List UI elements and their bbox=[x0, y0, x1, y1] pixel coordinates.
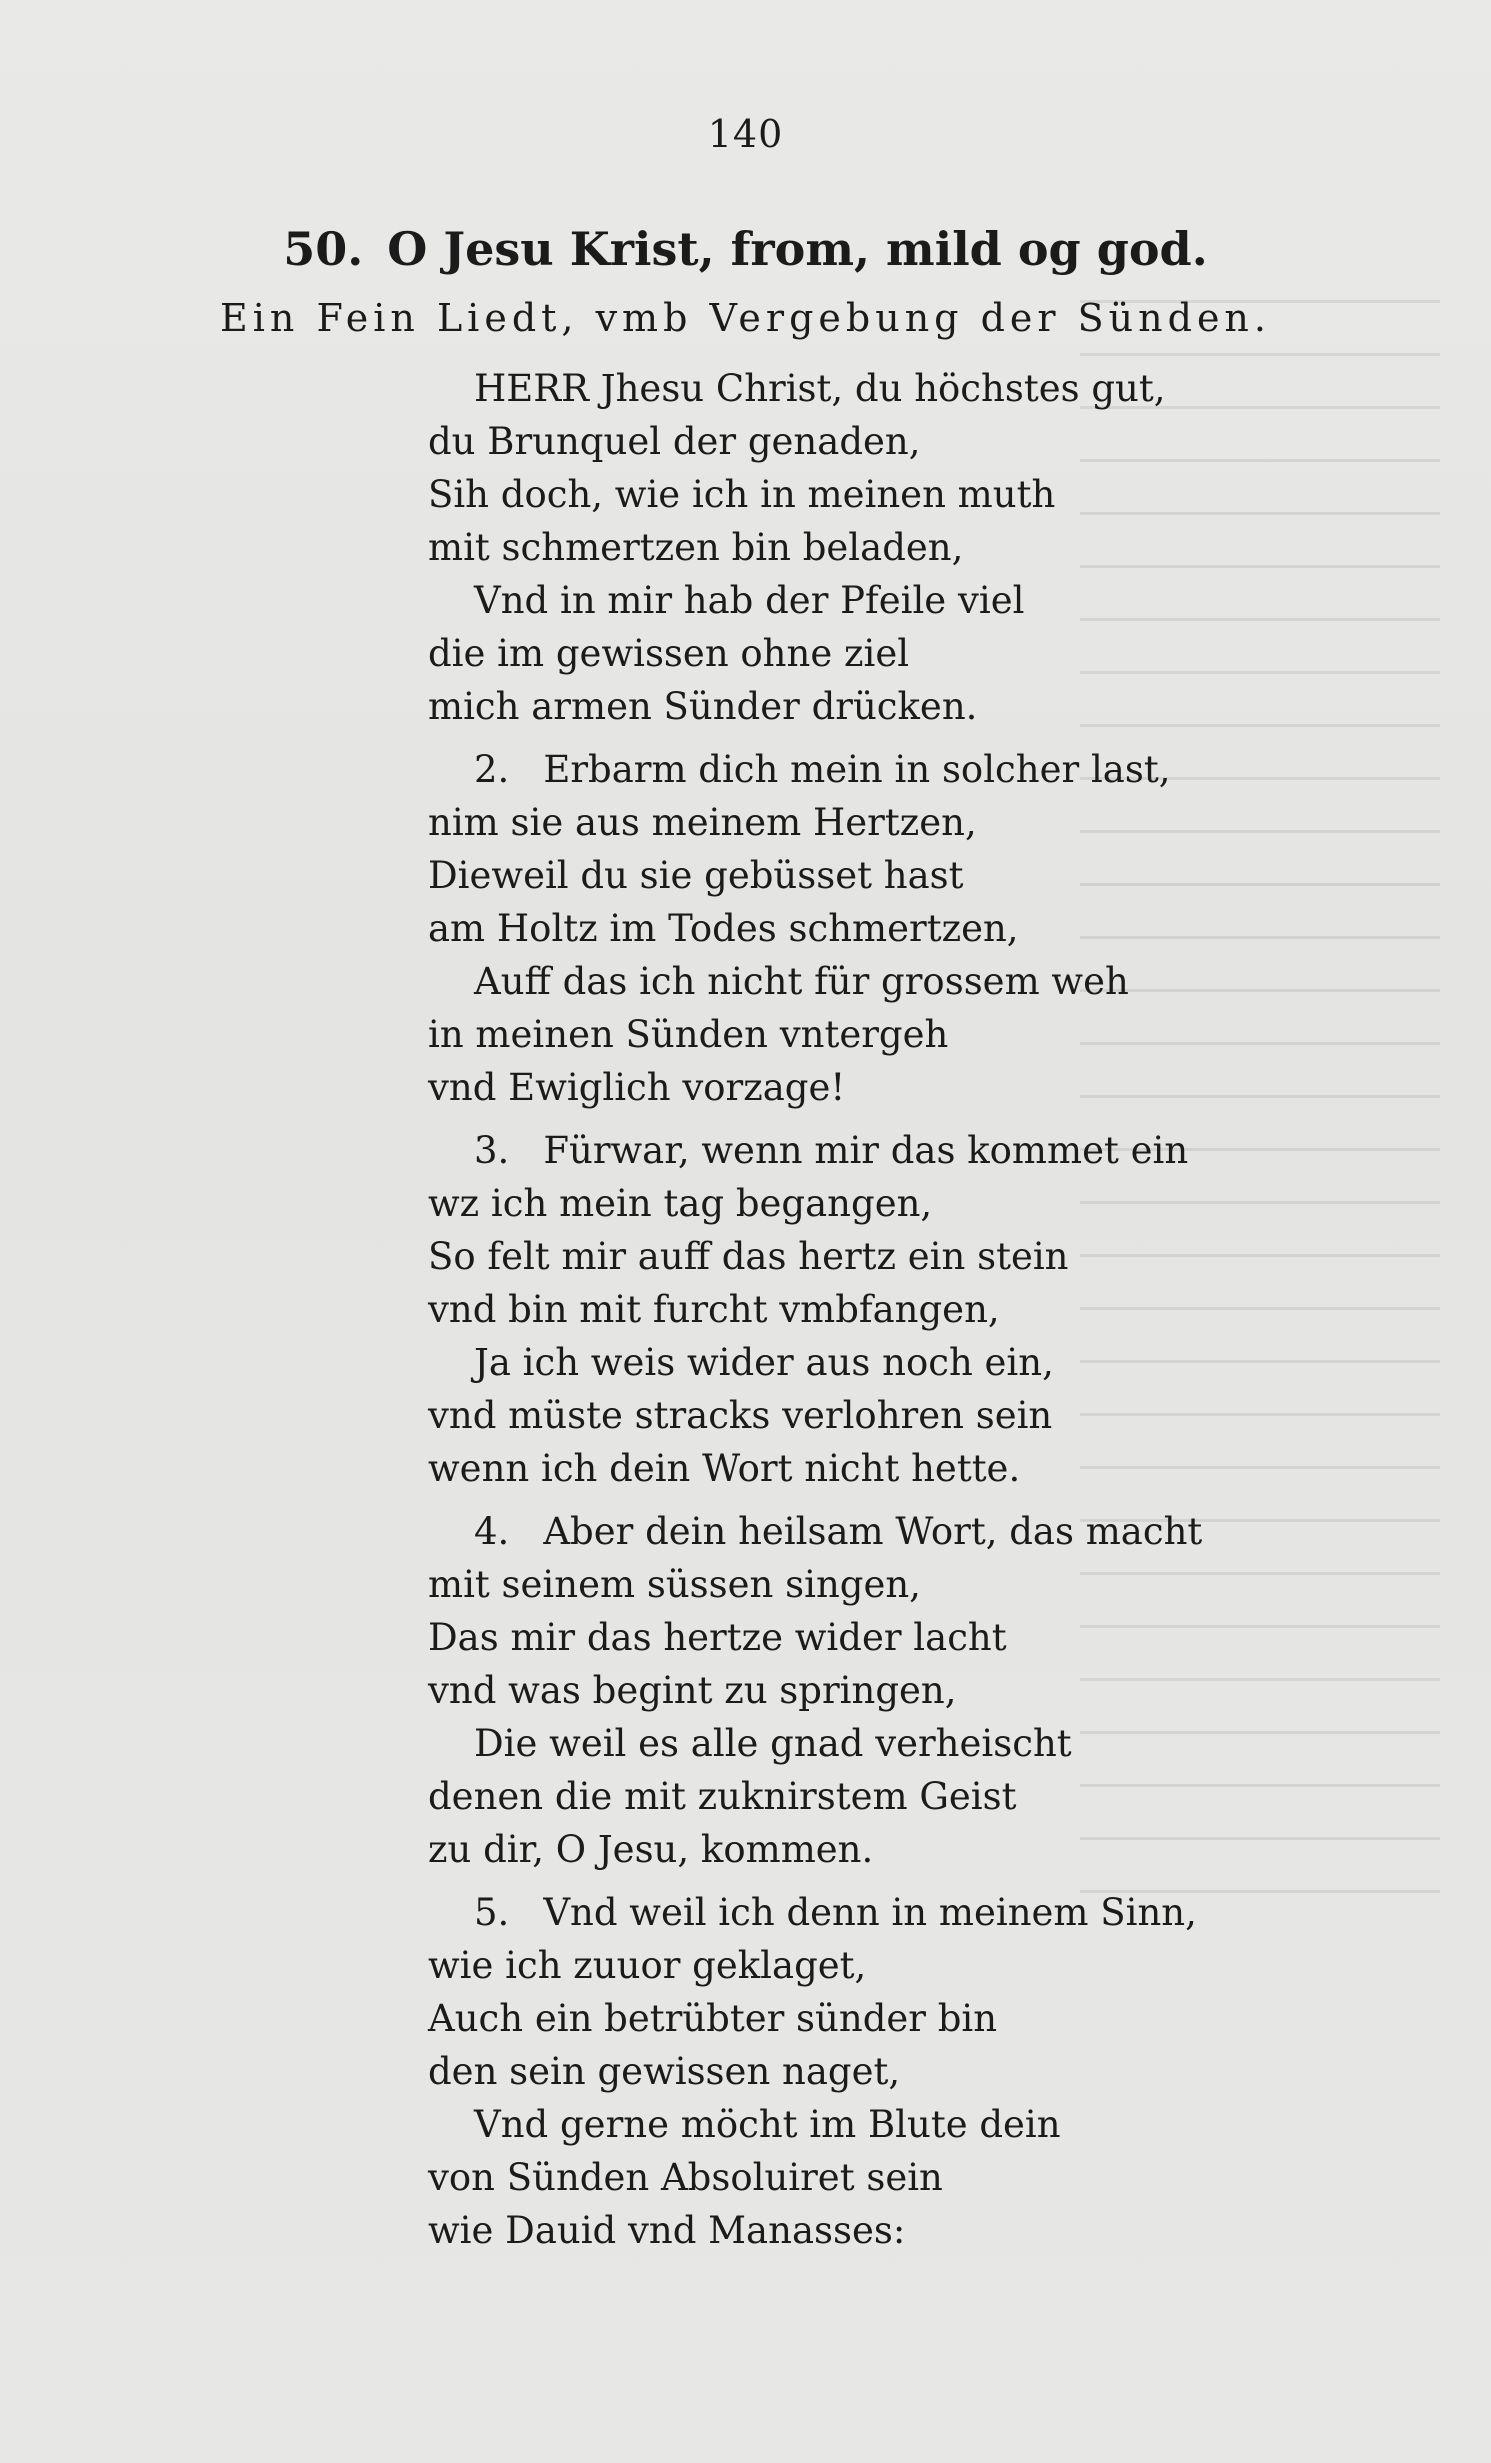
verse-line-text: wie Dauid vnd Manasses: bbox=[428, 2209, 906, 2252]
verse-number: 3. bbox=[474, 1129, 510, 1172]
verse-line bbox=[428, 1177, 1348, 1230]
verse-line bbox=[428, 2045, 1348, 2098]
verse-line-text: Das mir das hertze wider lacht bbox=[428, 1616, 1007, 1659]
verse-line-text: Dieweil du sie gebüsset hast bbox=[428, 854, 964, 897]
hymn-title-text: O Jesu Krist, from, mild og god. bbox=[387, 222, 1208, 276]
verse-line-text: vnd müste stracks verlohren sein bbox=[428, 1394, 1053, 1437]
verse-line-text: denen die mit zuknirstem Geist bbox=[428, 1775, 1017, 1818]
verse-line-text: Auff das ich nicht für grossem weh bbox=[474, 960, 1129, 1003]
verse-line-text: Vnd weil ich denn in meinem Sinn, bbox=[543, 1891, 1197, 1934]
verse-line bbox=[428, 415, 1348, 468]
verse-gap bbox=[428, 733, 1348, 743]
verse-line-text: Vnd in mir hab der Pfeile viel bbox=[474, 579, 1025, 622]
verse-line-text: von Sünden Absoluiret sein bbox=[428, 2156, 943, 2199]
verse-line bbox=[428, 2151, 1348, 2204]
verse-line bbox=[428, 1061, 1348, 1114]
verse bbox=[428, 362, 1348, 733]
verse-line bbox=[428, 1505, 1348, 1558]
verse-line-text: zu dir, O Jesu, kommen. bbox=[428, 1828, 874, 1871]
verse-line-text: wenn ich dein Wort nicht hette. bbox=[428, 1447, 1021, 1490]
verse bbox=[428, 1124, 1348, 1495]
verse-line-text: wz ich mein tag begangen, bbox=[428, 1182, 933, 1225]
page-number: 140 bbox=[707, 112, 784, 156]
verse-line-text: Sih doch, wie ich in meinen muth bbox=[428, 473, 1056, 516]
verse-line bbox=[428, 627, 1348, 680]
verse-line bbox=[428, 680, 1348, 733]
verse-line-text: Vnd gerne möcht im Blute dein bbox=[474, 2103, 1061, 2146]
verse-line bbox=[428, 468, 1348, 521]
hymn-subtitle: Ein Fein Liedt, vmb Vergebung der Sünden. bbox=[220, 296, 1271, 340]
verse-line-text: Erbarm dich mein in solcher last, bbox=[543, 748, 1171, 791]
verse-line bbox=[428, 1442, 1348, 1495]
verse-line-text: wie ich zuuor geklaget, bbox=[428, 1944, 867, 1987]
verse-line bbox=[428, 1717, 1348, 1770]
verse-line bbox=[428, 1124, 1348, 1177]
verse-line-text: Aber dein heilsam Wort, das macht bbox=[543, 1510, 1203, 1553]
verse bbox=[428, 1886, 1348, 2257]
verse-number: 5. bbox=[474, 1891, 510, 1934]
verse-line bbox=[428, 1939, 1348, 1992]
verse-line bbox=[428, 362, 1348, 415]
verse-line-text: mich armen Sünder drücken. bbox=[428, 685, 978, 728]
verse-line-text: So felt mir auff das hertz ein stein bbox=[428, 1235, 1069, 1278]
verse-number: 4. bbox=[474, 1510, 510, 1553]
verse-line bbox=[428, 1886, 1348, 1939]
verse-line bbox=[428, 2098, 1348, 2151]
verse-line-text: mit schmertzen bin beladen, bbox=[428, 526, 964, 569]
verse-line-text: am Holtz im Todes schmertzen, bbox=[428, 907, 1019, 950]
verse-line bbox=[428, 1770, 1348, 1823]
verse-line bbox=[428, 1283, 1348, 1336]
verse-line bbox=[428, 849, 1348, 902]
verse bbox=[428, 1505, 1348, 1876]
verse-line bbox=[428, 2204, 1348, 2257]
verse-line bbox=[428, 1992, 1348, 2045]
verse-line bbox=[428, 796, 1348, 849]
verse-gap bbox=[428, 1495, 1348, 1505]
verses bbox=[428, 362, 1348, 2257]
verse-line-text: Auch ein betrübter sünder bin bbox=[428, 1997, 998, 2040]
hymn-title bbox=[0, 222, 1491, 276]
verse-line-text: mit seinem süssen singen, bbox=[428, 1563, 921, 1606]
verse-line-text: du Brunquel der genaden, bbox=[428, 420, 921, 463]
verse-gap bbox=[428, 1114, 1348, 1124]
verse-gap bbox=[428, 1876, 1348, 1886]
verse-line-text: nim sie aus meinem Hertzen, bbox=[428, 801, 977, 844]
hymn-number: 50. bbox=[283, 222, 364, 276]
verse-line-text: vnd bin mit furcht vmbfangen, bbox=[428, 1288, 1000, 1331]
verse-line-text: Fürwar, wenn mir das kommet ein bbox=[543, 1129, 1189, 1172]
verse-line-text: HERR Jhesu Christ, du höchstes gut, bbox=[474, 367, 1166, 410]
verse-line-text: vnd was begint zu springen, bbox=[428, 1669, 957, 1712]
verse-line bbox=[428, 902, 1348, 955]
verse-line bbox=[428, 1611, 1348, 1664]
verse-line bbox=[428, 743, 1348, 796]
verse-line-text: in meinen Sünden vntergeh bbox=[428, 1013, 949, 1056]
verse-line bbox=[428, 1664, 1348, 1717]
verse-line bbox=[428, 1336, 1348, 1389]
verse-number: 2. bbox=[474, 748, 510, 791]
verse-line-text: den sein gewissen naget, bbox=[428, 2050, 901, 2093]
verse-line bbox=[428, 1230, 1348, 1283]
verse-line-text: vnd Ewiglich vorzage! bbox=[428, 1066, 846, 1109]
verse-line-text: Ja ich weis wider aus noch ein, bbox=[474, 1341, 1054, 1384]
verse-line bbox=[428, 1558, 1348, 1611]
verse-line bbox=[428, 955, 1348, 1008]
verse-line-text: die im gewissen ohne ziel bbox=[428, 632, 910, 675]
verse-line bbox=[428, 1008, 1348, 1061]
verse bbox=[428, 743, 1348, 1114]
verse-line bbox=[428, 574, 1348, 627]
verse-line bbox=[428, 1389, 1348, 1442]
verse-line-text: Die weil es alle gnad verheischt bbox=[474, 1722, 1072, 1765]
verse-line bbox=[428, 1823, 1348, 1876]
verse-line bbox=[428, 521, 1348, 574]
